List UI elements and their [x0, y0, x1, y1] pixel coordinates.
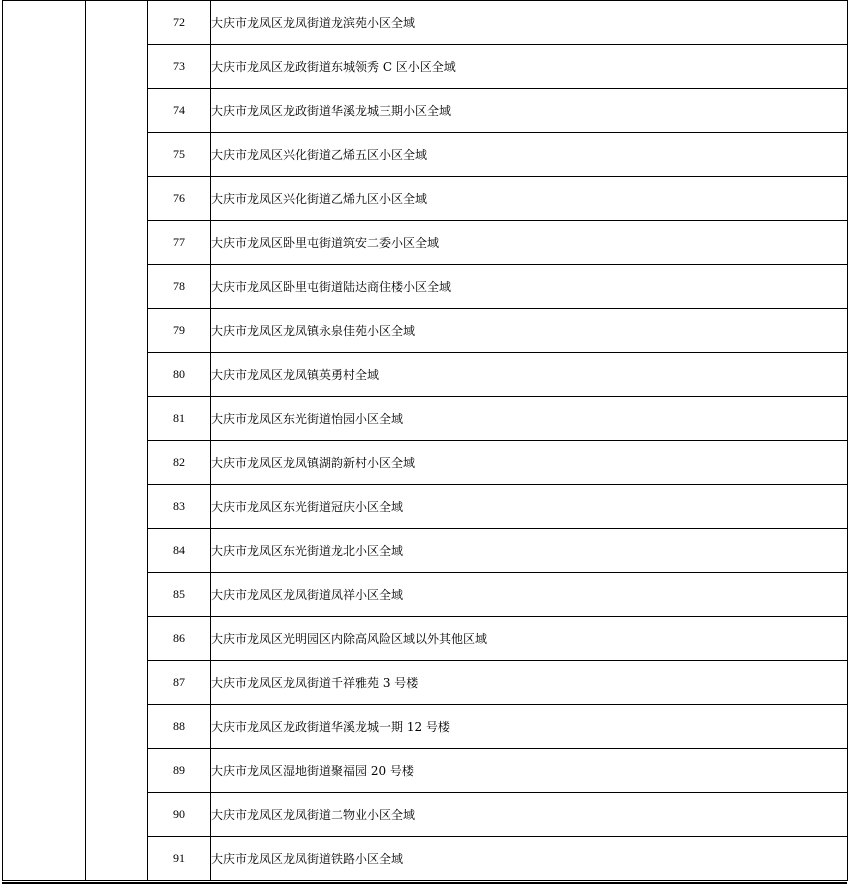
area-name: 大庆市龙凤区龙凤镇永泉佳苑小区全域	[211, 309, 848, 353]
row-number: 82	[148, 441, 211, 485]
area-name: 大庆市龙凤区东光街道冠庆小区全域	[211, 485, 848, 529]
row-number: 78	[148, 265, 211, 309]
row-number: 86	[148, 617, 211, 661]
category-cell	[3, 1, 86, 881]
table-bottom-border	[2, 882, 847, 884]
document-sheet	[2, 0, 847, 884]
row-number: 76	[148, 177, 211, 221]
row-number: 77	[148, 221, 211, 265]
area-name: 大庆市龙凤区东光街道龙北小区全域	[211, 529, 848, 573]
level-cell	[86, 1, 148, 881]
area-name: 大庆市龙凤区龙凤街道千祥雅苑 3 号楼	[211, 661, 848, 705]
row-number: 91	[148, 837, 211, 881]
row-number: 80	[148, 353, 211, 397]
row-number: 85	[148, 573, 211, 617]
area-name: 大庆市龙凤区龙凤镇湖韵新村小区全域	[211, 441, 848, 485]
row-number: 88	[148, 705, 211, 749]
area-name: 大庆市龙凤区龙凤街道铁路小区全域	[211, 837, 848, 881]
area-name: 大庆市龙凤区湿地街道聚福园 20 号楼	[211, 749, 848, 793]
area-name: 大庆市龙凤区兴化街道乙烯五区小区全域	[211, 133, 848, 177]
row-number: 89	[148, 749, 211, 793]
area-name: 大庆市龙凤区龙政街道华溪龙城一期 12 号楼	[211, 705, 848, 749]
area-name: 大庆市龙凤区光明园区内除高风险区域以外其他区域	[211, 617, 848, 661]
area-name: 大庆市龙凤区龙凤镇英勇村全域	[211, 353, 848, 397]
area-name: 大庆市龙凤区龙凤街道凤祥小区全域	[211, 573, 848, 617]
table-row	[3, 1, 848, 45]
row-number: 79	[148, 309, 211, 353]
area-table	[2, 0, 848, 881]
area-name: 大庆市龙凤区卧里屯街道筑安二委小区全域	[211, 221, 848, 265]
area-table-body	[3, 1, 848, 881]
row-number: 84	[148, 529, 211, 573]
area-name: 大庆市龙凤区龙凤街道龙滨苑小区全域	[211, 1, 848, 45]
row-number: 87	[148, 661, 211, 705]
area-name: 大庆市龙凤区龙政街道东城领秀 C 区小区全域	[211, 45, 848, 89]
row-number: 75	[148, 133, 211, 177]
row-number: 90	[148, 793, 211, 837]
row-number: 72	[148, 1, 211, 45]
area-name: 大庆市龙凤区兴化街道乙烯九区小区全域	[211, 177, 848, 221]
area-name: 大庆市龙凤区龙凤街道二物业小区全域	[211, 793, 848, 837]
row-number: 74	[148, 89, 211, 133]
area-name: 大庆市龙凤区东光街道怡园小区全域	[211, 397, 848, 441]
row-number: 73	[148, 45, 211, 89]
row-number: 83	[148, 485, 211, 529]
area-name: 大庆市龙凤区龙政街道华溪龙城三期小区全域	[211, 89, 848, 133]
row-number: 81	[148, 397, 211, 441]
area-name: 大庆市龙凤区卧里屯街道陆达商住楼小区全域	[211, 265, 848, 309]
